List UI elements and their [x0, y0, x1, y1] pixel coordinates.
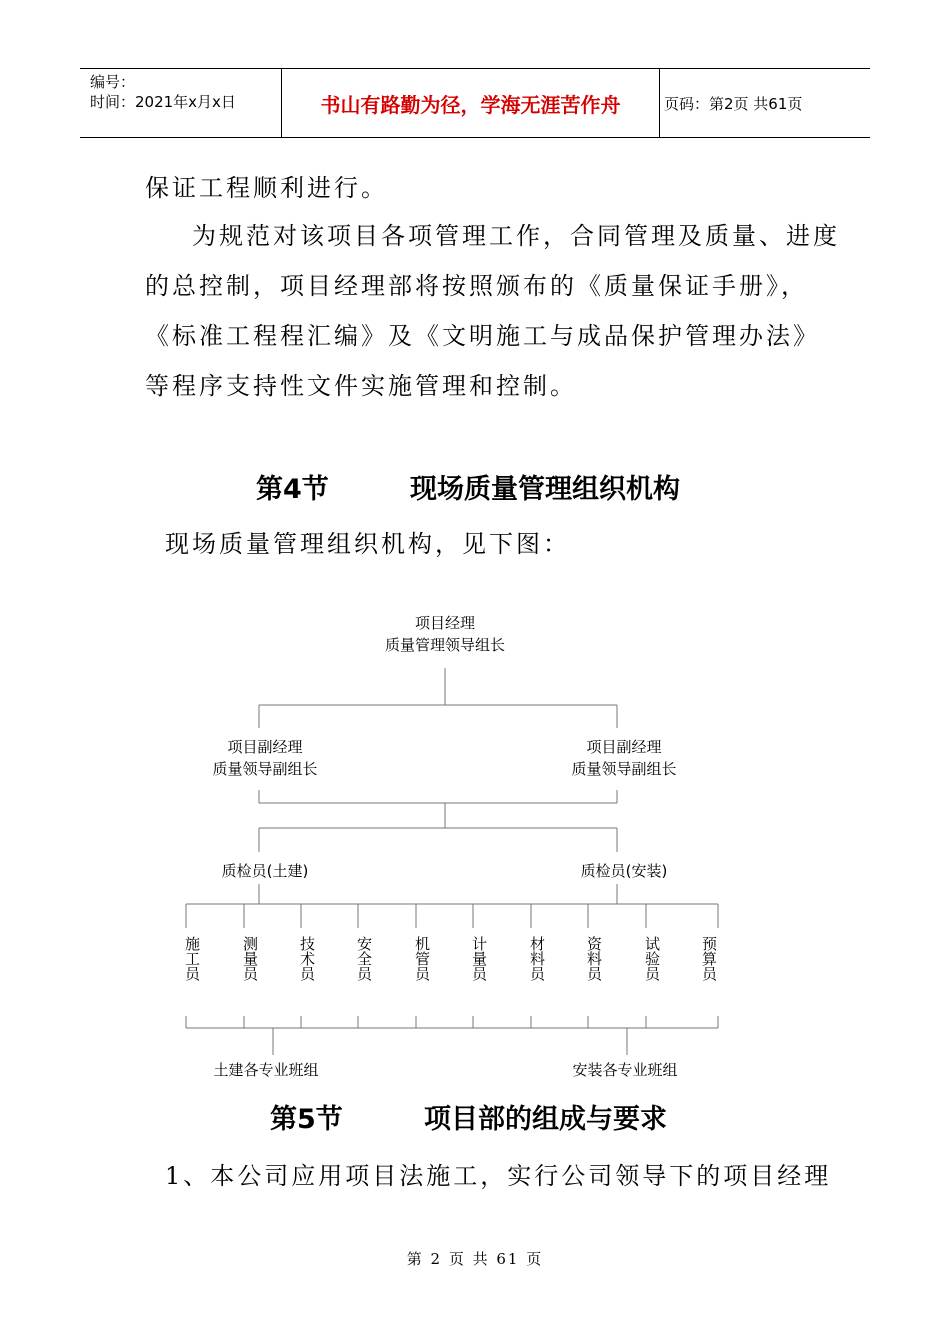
org-staff-item: 机管员: [413, 936, 431, 981]
paragraph-line: 等程序支持性文件实施管理和控制。: [145, 372, 577, 400]
header-meta: [80, 69, 282, 137]
org-node-deputy-left: [212, 736, 317, 780]
section-5-number: 第5节: [270, 1104, 343, 1135]
section-4-title: 现场质量管理组织机构: [410, 474, 680, 505]
org-node-line: 质量领导副组长: [571, 760, 677, 778]
org-node-project-manager: [385, 612, 505, 656]
org-node-inspector-install: 质检员(安装): [580, 862, 668, 880]
org-staff-item: 材料员: [528, 936, 546, 981]
org-node-line: 质量领导副组长: [212, 760, 318, 778]
org-staff-item: 安全员: [355, 936, 373, 981]
org-team-install: 安装各专业班组: [572, 1061, 678, 1079]
org-node-inspector-civil: 质检员(土建): [221, 862, 309, 880]
doc-time: 时间：2021年x月x日: [90, 93, 236, 111]
section-5-title: 项目部的组成与要求: [424, 1104, 667, 1135]
org-node-deputy-right: [571, 736, 676, 780]
section-4-number: 第4节: [256, 474, 329, 505]
org-staff-item: 技术员: [298, 936, 316, 981]
page-header: [80, 68, 870, 138]
paragraph-line: 为规范对该项目各项管理工作，合同管理及质量、进度: [192, 222, 840, 250]
org-staff-item: 资料员: [585, 936, 603, 981]
org-staff-item: 试验员: [643, 936, 661, 981]
paragraph-line: 的总控制，项目经理部将按照颁布的《质量保证手册》，: [145, 272, 808, 300]
header-motto: 书山有路勤为径，学海无涯苦作舟: [320, 92, 621, 117]
org-node-line: 质量管理领导组长: [384, 636, 506, 654]
header-motto-cell: [282, 69, 660, 137]
header-page-info: 页码：第2页 共61页: [664, 94, 803, 113]
paragraph-line: 1、本公司应用项目法施工，实行公司领导下的项目经理: [165, 1162, 832, 1190]
org-staff-item: 测量员: [241, 936, 259, 981]
org-node-line: 项目经理: [414, 614, 476, 632]
org-staff-item: 预算员: [700, 936, 718, 981]
org-team-civil: 土建各专业班组: [213, 1061, 319, 1079]
page-footer: 第 2 页 共 61 页: [406, 1250, 544, 1268]
org-staff-item: 计量员: [470, 936, 488, 981]
paragraph-line: 《标准工程程汇编》及《文明施工与成品保护管理办法》: [145, 322, 820, 350]
org-node-line: 项目副经理: [586, 738, 662, 756]
doc-number: 编号：: [90, 73, 136, 91]
org-staff-item: 施工员: [183, 936, 201, 981]
section-4-intro: 现场质量管理组织机构，见下图：: [165, 530, 570, 558]
org-node-line: 项目副经理: [227, 738, 303, 756]
paragraph-line: 保证工程顺利进行。: [145, 174, 388, 202]
